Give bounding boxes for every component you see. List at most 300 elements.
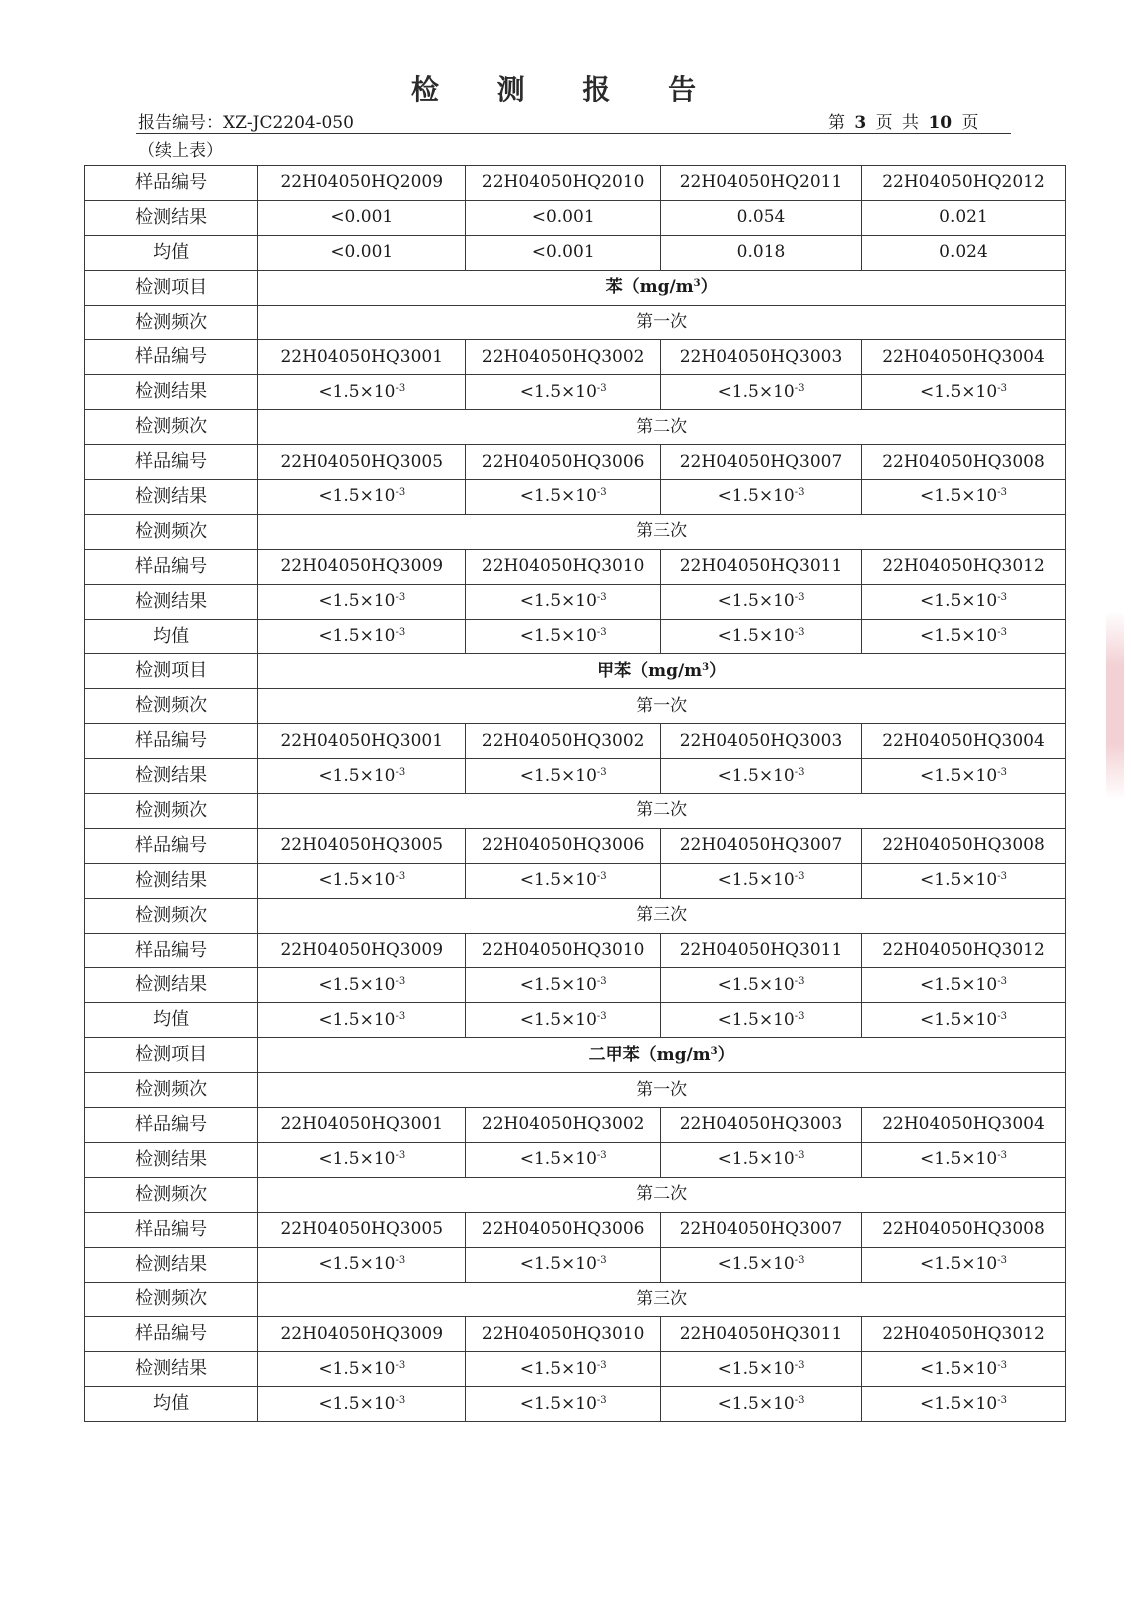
row-label: 检测项目 <box>85 270 258 305</box>
value-mantissa: <1.5×10 <box>519 591 597 612</box>
table-row <box>85 1177 1066 1212</box>
value-exponent: -3 <box>997 627 1007 639</box>
table-cell <box>466 1352 661 1387</box>
value-mantissa: <1.5×10 <box>717 974 795 995</box>
test-item-name: 苯（mg/m <box>605 277 694 298</box>
results-table-body <box>85 166 1066 1422</box>
table-cell: 22H04050HQ3007 <box>661 1212 862 1247</box>
value-exponent: -3 <box>794 1359 805 1371</box>
table-cell: 22H04050HQ3005 <box>258 445 466 480</box>
value-mantissa: <1.5×10 <box>920 486 998 507</box>
row-label: 样品编号 <box>85 1212 258 1247</box>
table-row <box>85 689 1066 724</box>
row-label: 样品编号 <box>85 445 258 480</box>
table-cell: 22H04050HQ3005 <box>258 828 466 863</box>
value-exponent: -3 <box>794 766 805 778</box>
table-row <box>85 514 1066 549</box>
table-cell: <0.001 <box>258 235 466 270</box>
value-exponent: -3 <box>794 975 805 987</box>
row-label: 检测结果 <box>85 200 258 235</box>
table-row <box>85 1212 1066 1247</box>
value-mantissa: <1.5×10 <box>920 870 998 891</box>
frequency-cell: 第二次 <box>258 410 1066 445</box>
value-mantissa: <1.5×10 <box>920 381 998 402</box>
table-cell <box>466 480 661 515</box>
test-item-cell <box>258 654 1066 689</box>
row-label: 样品编号 <box>85 340 258 375</box>
table-cell <box>661 1003 862 1038</box>
value-mantissa: <1.5×10 <box>920 765 998 786</box>
value-exponent: -3 <box>596 871 607 883</box>
table-cell: 22H04050HQ3008 <box>861 828 1065 863</box>
table-cell: 22H04050HQ3004 <box>861 340 1065 375</box>
value-mantissa: <1.5×10 <box>318 626 396 647</box>
unit-exponent: 3 <box>702 661 710 673</box>
page-total: 10 <box>928 113 953 133</box>
value-mantissa: <1.5×10 <box>717 381 795 402</box>
test-item-cell <box>258 1038 1066 1073</box>
page-suffix: 页 <box>961 113 979 133</box>
frequency-cell: 第二次 <box>258 794 1066 829</box>
row-label: 检测频次 <box>85 305 258 340</box>
table-cell <box>661 584 862 619</box>
frequency-cell: 第二次 <box>258 1177 1066 1212</box>
row-label: 样品编号 <box>85 549 258 584</box>
table-row <box>85 1352 1066 1387</box>
table-cell: 22H04050HQ3007 <box>661 445 862 480</box>
table-row <box>85 410 1066 445</box>
table-cell <box>661 1247 862 1282</box>
row-label: 均值 <box>85 1387 258 1422</box>
value-mantissa: <1.5×10 <box>318 591 396 612</box>
frequency-cell: 第三次 <box>258 514 1066 549</box>
table-cell: 22H04050HQ3011 <box>661 933 862 968</box>
value-exponent: -3 <box>395 487 406 499</box>
value-mantissa: <1.5×10 <box>519 1009 597 1030</box>
table-cell <box>258 968 466 1003</box>
row-label: 检测结果 <box>85 480 258 515</box>
table-cell <box>861 1247 1065 1282</box>
report-number-value: XZ-JC2204-050 <box>223 113 354 133</box>
table-cell: 22H04050HQ3002 <box>466 340 661 375</box>
table-cell <box>258 584 466 619</box>
table-cell: 22H04050HQ3008 <box>861 1212 1065 1247</box>
test-item-tail: ） <box>700 277 718 298</box>
table-cell: 22H04050HQ3002 <box>466 1108 661 1143</box>
value-mantissa: <1.5×10 <box>318 381 396 402</box>
table-cell: 0.021 <box>861 200 1065 235</box>
value-mantissa: <1.5×10 <box>717 765 795 786</box>
table-cell: 22H04050HQ3010 <box>466 933 661 968</box>
table-cell <box>258 759 466 794</box>
row-label: 检测结果 <box>85 375 258 410</box>
value-exponent: -3 <box>395 592 406 604</box>
value-exponent: -3 <box>997 487 1007 499</box>
table-cell: 22H04050HQ3007 <box>661 828 862 863</box>
table-row <box>85 898 1066 933</box>
value-exponent: -3 <box>596 1394 607 1406</box>
value-exponent: -3 <box>997 1394 1007 1406</box>
table-cell: <0.001 <box>258 200 466 235</box>
table-cell: 22H04050HQ3002 <box>466 724 661 759</box>
table-cell: 22H04050HQ3006 <box>466 828 661 863</box>
value-exponent: -3 <box>997 1255 1007 1267</box>
table-cell <box>861 375 1065 410</box>
unit-exponent: 3 <box>710 1045 718 1057</box>
page-mid: 页 共 <box>875 113 920 133</box>
value-exponent: -3 <box>997 1010 1007 1022</box>
table-cell <box>258 863 466 898</box>
value-mantissa: <1.5×10 <box>519 626 597 647</box>
value-exponent: -3 <box>997 592 1007 604</box>
value-mantissa: <1.5×10 <box>717 870 795 891</box>
table-cell: 22H04050HQ2009 <box>258 166 466 201</box>
table-cell: <0.001 <box>466 200 661 235</box>
frequency-cell: 第三次 <box>258 898 1066 933</box>
row-label: 均值 <box>85 235 258 270</box>
value-mantissa: <1.5×10 <box>717 1149 795 1170</box>
value-mantissa: <1.5×10 <box>318 486 396 507</box>
table-cell <box>661 1387 862 1422</box>
table-cell <box>661 1142 862 1177</box>
table-cell <box>466 968 661 1003</box>
value-mantissa: <1.5×10 <box>920 1009 998 1030</box>
report-number <box>138 108 354 133</box>
table-cell <box>861 863 1065 898</box>
row-label: 样品编号 <box>85 933 258 968</box>
row-label: 样品编号 <box>85 1108 258 1143</box>
table-cell <box>466 375 661 410</box>
row-label: 检测结果 <box>85 1142 258 1177</box>
table-row <box>85 1073 1066 1108</box>
row-label: 样品编号 <box>85 828 258 863</box>
table-cell <box>861 480 1065 515</box>
row-label: 检测频次 <box>85 1177 258 1212</box>
test-item-tail: ） <box>717 1044 735 1065</box>
value-mantissa: <1.5×10 <box>920 591 998 612</box>
unit-exponent: 3 <box>693 278 701 290</box>
table-cell <box>861 1142 1065 1177</box>
row-label: 检测结果 <box>85 863 258 898</box>
value-exponent: -3 <box>596 1255 607 1267</box>
table-row <box>85 1142 1066 1177</box>
table-cell: 0.018 <box>661 235 862 270</box>
value-exponent: -3 <box>997 766 1007 778</box>
test-item-name: 二甲苯（mg/m <box>588 1044 711 1065</box>
value-mantissa: <1.5×10 <box>717 1393 795 1414</box>
table-cell <box>466 584 661 619</box>
table-cell <box>861 759 1065 794</box>
value-exponent: -3 <box>395 1010 406 1022</box>
frequency-cell: 第一次 <box>258 305 1066 340</box>
table-cell: 22H04050HQ2011 <box>661 166 862 201</box>
row-label: 检测频次 <box>85 794 258 829</box>
table-cell: 22H04050HQ2012 <box>861 166 1065 201</box>
value-exponent: -3 <box>794 871 805 883</box>
value-exponent: -3 <box>794 1150 805 1162</box>
table-cell: 0.054 <box>661 200 862 235</box>
table-row <box>85 235 1066 270</box>
table-row <box>85 724 1066 759</box>
table-cell <box>861 1387 1065 1422</box>
table-cell: 22H04050HQ3008 <box>861 445 1065 480</box>
row-label: 检测项目 <box>85 654 258 689</box>
table-row <box>85 1038 1066 1073</box>
table-cell <box>661 480 862 515</box>
row-label: 均值 <box>85 619 258 654</box>
table-cell: 22H04050HQ3010 <box>466 1317 661 1352</box>
value-mantissa: <1.5×10 <box>318 974 396 995</box>
table-row <box>85 549 1066 584</box>
value-mantissa: <1.5×10 <box>717 626 795 647</box>
row-label: 检测结果 <box>85 1247 258 1282</box>
table-cell: 22H04050HQ3011 <box>661 549 862 584</box>
table-cell: 22H04050HQ3009 <box>258 549 466 584</box>
table-cell <box>258 1003 466 1038</box>
value-mantissa: <1.5×10 <box>920 1393 998 1414</box>
table-cell: 22H04050HQ3012 <box>861 549 1065 584</box>
table-cell <box>661 1352 862 1387</box>
value-exponent: -3 <box>596 766 607 778</box>
value-mantissa: <1.5×10 <box>920 626 998 647</box>
table-cell: 22H04050HQ3004 <box>861 1108 1065 1143</box>
table-cell: 22H04050HQ3006 <box>466 445 661 480</box>
value-mantissa: <1.5×10 <box>519 974 597 995</box>
table-cell <box>466 863 661 898</box>
value-mantissa: <1.5×10 <box>318 1149 396 1170</box>
table-cell: 22H04050HQ3009 <box>258 1317 466 1352</box>
table-cell <box>661 375 862 410</box>
row-label: 样品编号 <box>85 166 258 201</box>
table-cell: 22H04050HQ3011 <box>661 1317 862 1352</box>
value-exponent: -3 <box>596 1359 607 1371</box>
value-exponent: -3 <box>596 975 607 987</box>
value-exponent: -3 <box>395 766 406 778</box>
table-cell <box>661 759 862 794</box>
table-cell <box>861 584 1065 619</box>
row-label: 检测结果 <box>85 584 258 619</box>
value-exponent: -3 <box>395 1150 406 1162</box>
table-row <box>85 1387 1066 1422</box>
table-row <box>85 1247 1066 1282</box>
continued-note: （续上表） <box>138 141 223 161</box>
value-exponent: -3 <box>794 1010 805 1022</box>
table-row <box>85 305 1066 340</box>
value-mantissa: <1.5×10 <box>519 381 597 402</box>
table-cell <box>258 1247 466 1282</box>
report-title: 检 测 报 告 <box>410 73 721 106</box>
table-cell: 22H04050HQ3004 <box>861 724 1065 759</box>
row-label: 检测项目 <box>85 1038 258 1073</box>
value-mantissa: <1.5×10 <box>519 486 597 507</box>
table-cell: 22H04050HQ3005 <box>258 1212 466 1247</box>
table-cell: 22H04050HQ3003 <box>661 340 862 375</box>
value-mantissa: <1.5×10 <box>519 1254 597 1275</box>
table-cell <box>661 619 862 654</box>
table-row <box>85 166 1066 201</box>
results-table <box>84 165 1066 1422</box>
value-mantissa: <1.5×10 <box>519 1358 597 1379</box>
value-exponent: -3 <box>395 871 406 883</box>
table-cell <box>466 759 661 794</box>
page-indicator <box>828 108 979 133</box>
value-mantissa: <1.5×10 <box>920 1254 998 1275</box>
value-exponent: -3 <box>596 1150 607 1162</box>
table-row <box>85 445 1066 480</box>
value-exponent: -3 <box>395 975 406 987</box>
table-row <box>85 340 1066 375</box>
table-row <box>85 200 1066 235</box>
table-cell <box>861 968 1065 1003</box>
table-cell <box>466 1247 661 1282</box>
report-number-label: 报告编号： <box>138 113 223 133</box>
row-label: 均值 <box>85 1003 258 1038</box>
value-exponent: -3 <box>395 1394 406 1406</box>
value-mantissa: <1.5×10 <box>318 1393 396 1414</box>
table-cell <box>861 1003 1065 1038</box>
value-exponent: -3 <box>395 382 406 394</box>
value-exponent: -3 <box>395 1255 406 1267</box>
table-cell <box>258 1352 466 1387</box>
value-mantissa: <1.5×10 <box>519 1393 597 1414</box>
value-exponent: -3 <box>997 871 1007 883</box>
table-row <box>85 794 1066 829</box>
value-exponent: -3 <box>794 592 805 604</box>
row-label: 检测频次 <box>85 514 258 549</box>
value-exponent: -3 <box>395 627 406 639</box>
table-cell <box>258 480 466 515</box>
row-label: 检测结果 <box>85 1352 258 1387</box>
table-cell <box>258 1142 466 1177</box>
table-cell <box>861 1352 1065 1387</box>
table-row <box>85 1108 1066 1143</box>
value-mantissa: <1.5×10 <box>717 1254 795 1275</box>
row-label: 检测结果 <box>85 968 258 1003</box>
test-item-name: 甲苯（mg/m <box>597 660 703 681</box>
value-exponent: -3 <box>794 1255 805 1267</box>
value-mantissa: <1.5×10 <box>920 1358 998 1379</box>
row-label: 检测频次 <box>85 689 258 724</box>
table-row <box>85 828 1066 863</box>
test-item-cell <box>258 270 1066 305</box>
table-row <box>85 584 1066 619</box>
value-exponent: -3 <box>997 975 1007 987</box>
value-exponent: -3 <box>794 627 805 639</box>
seal-edge-stamp <box>1106 610 1124 800</box>
table-cell: 22H04050HQ3009 <box>258 933 466 968</box>
table-cell: 22H04050HQ3010 <box>466 549 661 584</box>
row-label: 样品编号 <box>85 1317 258 1352</box>
table-cell <box>466 1387 661 1422</box>
table-cell: 22H04050HQ3001 <box>258 724 466 759</box>
row-label: 样品编号 <box>85 724 258 759</box>
table-row <box>85 1003 1066 1038</box>
table-cell: <0.001 <box>466 235 661 270</box>
table-row <box>85 619 1066 654</box>
table-cell <box>661 968 862 1003</box>
value-exponent: -3 <box>596 487 607 499</box>
test-item-tail: ） <box>709 660 727 681</box>
table-cell: 22H04050HQ3006 <box>466 1212 661 1247</box>
table-cell <box>466 619 661 654</box>
table-cell: 22H04050HQ3001 <box>258 1108 466 1143</box>
value-exponent: -3 <box>596 382 607 394</box>
table-row <box>85 375 1066 410</box>
table-cell: 0.024 <box>861 235 1065 270</box>
frequency-cell: 第一次 <box>258 1073 1066 1108</box>
value-exponent: -3 <box>596 592 607 604</box>
table-row <box>85 1282 1066 1317</box>
value-mantissa: <1.5×10 <box>519 1149 597 1170</box>
table-cell: 22H04050HQ3003 <box>661 1108 862 1143</box>
value-mantissa: <1.5×10 <box>318 1358 396 1379</box>
table-row <box>85 270 1066 305</box>
value-mantissa: <1.5×10 <box>318 765 396 786</box>
value-mantissa: <1.5×10 <box>920 1149 998 1170</box>
value-exponent: -3 <box>997 1150 1007 1162</box>
frequency-cell: 第一次 <box>258 689 1066 724</box>
value-mantissa: <1.5×10 <box>519 870 597 891</box>
table-cell: 22H04050HQ3012 <box>861 1317 1065 1352</box>
table-cell <box>661 863 862 898</box>
value-mantissa: <1.5×10 <box>717 1009 795 1030</box>
header-rule <box>136 133 1011 134</box>
table-row <box>85 863 1066 898</box>
page-prefix: 第 <box>828 113 845 133</box>
value-mantissa: <1.5×10 <box>318 1009 396 1030</box>
table-row <box>85 1317 1066 1352</box>
row-label: 检测频次 <box>85 1282 258 1317</box>
frequency-cell: 第三次 <box>258 1282 1066 1317</box>
value-exponent: -3 <box>997 1359 1007 1371</box>
value-mantissa: <1.5×10 <box>717 1358 795 1379</box>
value-exponent: -3 <box>794 382 805 394</box>
table-cell <box>466 1003 661 1038</box>
value-mantissa: <1.5×10 <box>717 486 795 507</box>
row-label: 检测频次 <box>85 410 258 445</box>
table-cell: 22H04050HQ3001 <box>258 340 466 375</box>
table-row <box>85 759 1066 794</box>
table-cell <box>258 1387 466 1422</box>
table-row <box>85 480 1066 515</box>
row-label: 检测结果 <box>85 759 258 794</box>
table-cell: 22H04050HQ3012 <box>861 933 1065 968</box>
table-cell <box>258 375 466 410</box>
table-cell <box>258 619 466 654</box>
value-mantissa: <1.5×10 <box>717 591 795 612</box>
table-cell: 22H04050HQ2010 <box>466 166 661 201</box>
value-exponent: -3 <box>395 1359 406 1371</box>
value-exponent: -3 <box>794 1394 805 1406</box>
value-exponent: -3 <box>596 1010 607 1022</box>
value-mantissa: <1.5×10 <box>318 1254 396 1275</box>
table-cell <box>466 1142 661 1177</box>
value-mantissa: <1.5×10 <box>519 765 597 786</box>
value-exponent: -3 <box>997 382 1007 394</box>
value-mantissa: <1.5×10 <box>318 870 396 891</box>
table-cell <box>861 619 1065 654</box>
page-current: 3 <box>854 113 867 133</box>
table-row <box>85 933 1066 968</box>
value-exponent: -3 <box>596 627 607 639</box>
table-row <box>85 968 1066 1003</box>
table-cell: 22H04050HQ3003 <box>661 724 862 759</box>
row-label: 检测频次 <box>85 1073 258 1108</box>
table-row <box>85 654 1066 689</box>
row-label: 检测频次 <box>85 898 258 933</box>
value-exponent: -3 <box>794 487 805 499</box>
value-mantissa: <1.5×10 <box>920 974 998 995</box>
